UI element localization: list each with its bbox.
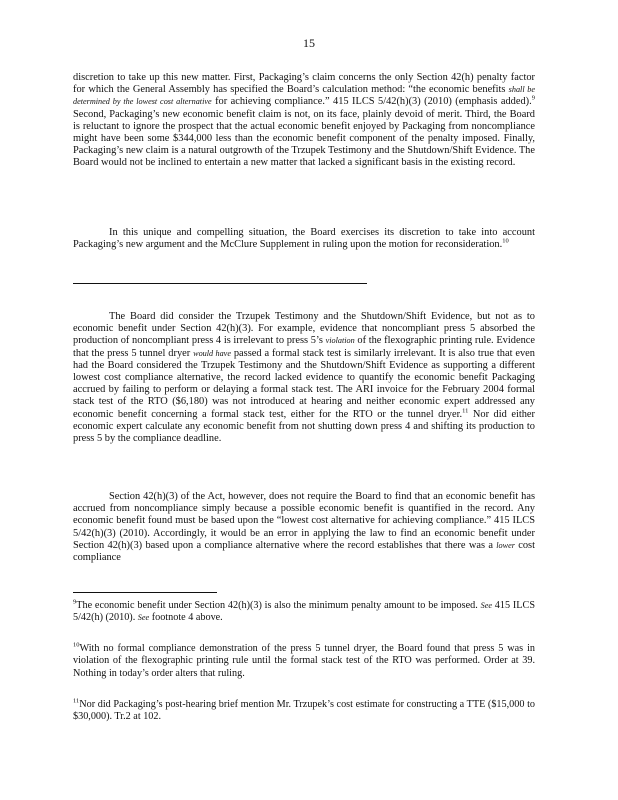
text-run: In this unique and compelling situation, the Board exercises its discretion to take into account Packaging’s new argument and the McClure Supplement in ruling upon the motion for reconsideration. xyxy=(73,227,535,251)
text-run: discretion to take up this new matter. First, Packaging’s claim concerns the only Section 42(h) penalty factor for which the General Assembly has specified the Board’s calculation method: “the economic benefits xyxy=(73,72,535,96)
paragraph-3 xyxy=(73,311,535,445)
text-run: passed a formal stack test is similarly irrelevant. It is also true that even had the Board considered the Trzupek Testimony and the Shutdown/Shift Evidence as supporting a different lowest cost compliance alternative, the record lacked evidence to quantify the economic benefit Packaging accrued by failing to perform or delaying a formal stack test. The ARI invoice for the February 2004 formal stack test of the RTO ($6,180) was not introduced at hearing and neither economic expert addressed any economic benefit concerning a formal stack test, either for the RTO or the tunnel dryer. xyxy=(73,347,535,420)
italic-text: See xyxy=(480,601,492,610)
italic-text: violation xyxy=(325,336,355,346)
text-run: The Board did consider the Trzupek Testimony and the Shutdown/Shift Evidence, but not as to economic benefit under Section 42(h)(3). For example, evidence that noncompliant press 5 absorbed the production of noncompliant press 4 is irrelevant to press 5’s xyxy=(73,311,535,347)
text-run: With no formal compliance demonstration of the press 5 tunnel dryer, the Board found that press 5 was in violation of the flexographic printing rule until the formal stack test of the RTO was performed. Order at 39. Nothing in today’s order alters that ruling. xyxy=(73,643,535,679)
text-run: cost compliance xyxy=(73,539,535,564)
text-run: Second, Packaging’s new economic benefit claim is not, on its face, plainly devoid of merit. Third, the Board is reluctant to ignore the prospect that the actual economic benefit enjoyed by Packaging from noncompliance might have been some $344,000 less than the economic benefit component of the penalty imposed. Finally, Packaging’s new claim is a natural outgrowth of the Trzupek Testimony and the Shutdown/Shift Evidence. The Board would not be inclined to entertain a new matter that lacked a significant basis in the existing record. xyxy=(73,108,535,169)
page-number: 15 xyxy=(303,36,315,50)
footnote-ref-11[interactable]: 11 xyxy=(462,407,469,415)
italic-text: See xyxy=(137,613,150,623)
text-run: Section 42(h)(3) of the Act, however, does not require the Board to find that an economic benefit has accrued from noncompliance simply because a possible economic benefit is quantified in the record. Any economic benefit found must be based upon the “lowest cost alternative for achieving compliance.” 415 ILCS 5/42(h)(3) (2010). Accordingly, it would be an error in applying the law to find an economic benefit under Section 42(h)(3) based upon a compliance alternative where the record establishes that there was a xyxy=(73,491,535,551)
footnote-ref-9[interactable]: 9 xyxy=(531,94,535,102)
footnote-divider xyxy=(73,592,217,593)
italic-text: would have xyxy=(193,348,231,358)
text-run: for achieving compliance.” 415 ILCS 5/42(h)(3) (2010) (emphasis added). xyxy=(211,96,532,108)
text-run: Nor did either economic expert calculate any economic benefit from not shutting down press 4 and shifting its production to press 5 by the compliance deadline. xyxy=(73,408,535,445)
paragraph-1 xyxy=(73,72,535,170)
footnote-9 xyxy=(73,600,535,625)
paragraph-4 xyxy=(73,491,535,564)
text-run: of the flexographic printing rule. Evidence that the press 5 tunnel dryer xyxy=(73,335,535,359)
section-heading xyxy=(73,282,367,284)
italic-text: shall be determined by the lowest cost alternative xyxy=(73,85,535,107)
footnote-ref-10[interactable]: 10 xyxy=(502,237,509,245)
text-run: 415 ILCS 5/42(h) (2010). xyxy=(73,600,535,624)
text-run: footnote 4 above. xyxy=(149,612,223,624)
italic-text: lower xyxy=(496,540,515,550)
paragraph-2 xyxy=(73,227,535,251)
footnote-10 xyxy=(73,643,535,680)
text-run: The economic benefit under Section 42(h)(3) is also the minimum penalty amount to be imposed. xyxy=(76,600,481,611)
footnote-number: 11 xyxy=(73,697,80,705)
footnote-number: 9 xyxy=(73,598,77,606)
footnote-11 xyxy=(73,699,535,724)
text-run: Nor did Packaging’s post-hearing brief mention Mr. Trzupek’s cost estimate for constructing a TTE ($15,000 to $30,000). Tr.2 at 102. xyxy=(73,699,535,723)
footnote-number: 10 xyxy=(73,641,80,649)
